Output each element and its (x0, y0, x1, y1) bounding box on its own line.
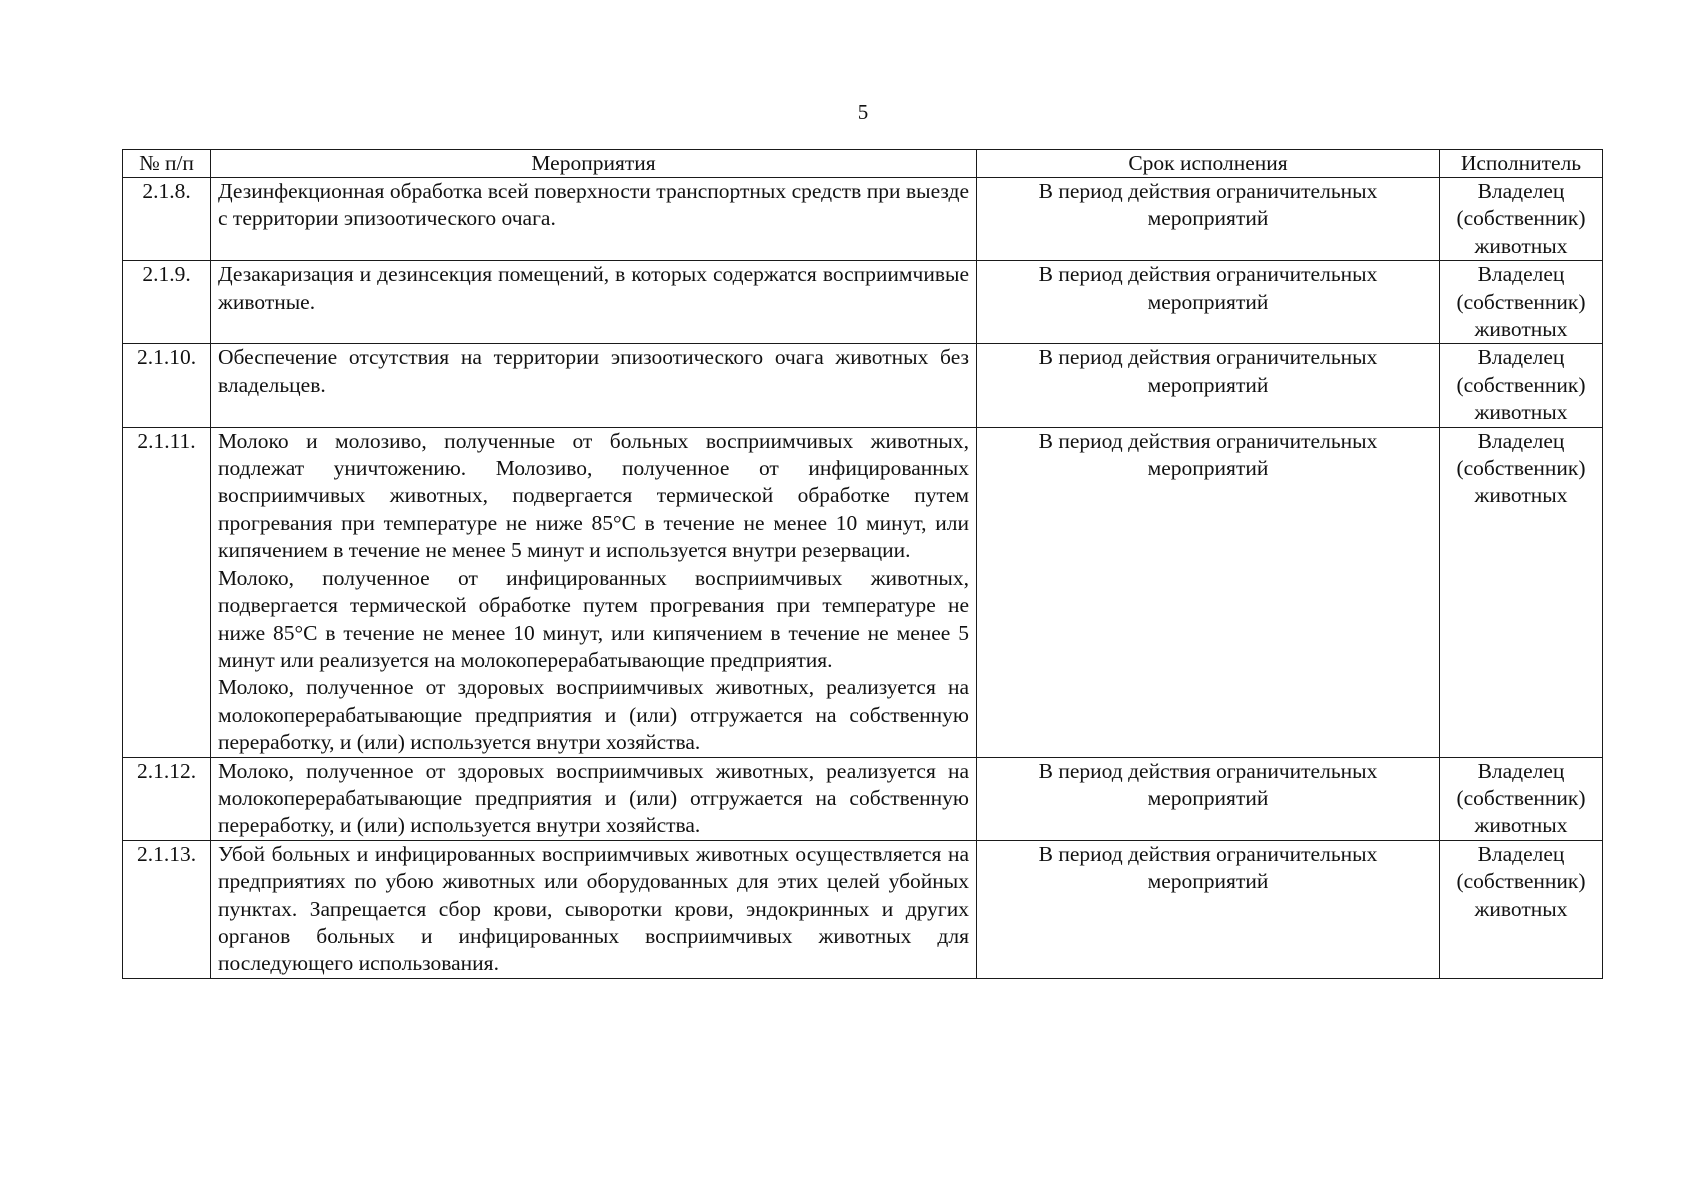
activity-paragraph: Обеспечение отсутствия на территории эпизоотического очага животных без владельцев. (218, 345, 969, 397)
table-row (123, 344, 1603, 427)
row-executor: Владелец (собственник) животных (1440, 178, 1603, 261)
table-row (123, 840, 1603, 978)
row-activity (211, 840, 977, 978)
row-term: В период действия ограничительных мероприятий (977, 261, 1440, 344)
activity-paragraph: Молоко, полученное от здоровых восприимчивых животных, реализуется на молокоперерабатывающие предприятия и (или) отгружается на собственную переработку, и (или) используется внутри хозяйства. (218, 675, 969, 755)
row-term: В период действия ограничительных мероприятий (977, 178, 1440, 261)
activity-paragraph: Убой больных и инфицированных восприимчивых животных осуществляется на предприятиях по убою животных или оборудованных для этих целей убойных пунктах. Запрещается сбор крови, сыворотки крови, эндокринных и других органов больных и инфицированных восприимчивых животных для последующего использования. (218, 841, 969, 976)
activity-paragraph: Дезакаризация и дезинсекция помещений, в которых содержатся восприимчивые животные. (218, 262, 969, 314)
activity-paragraph: Молоко, полученное от инфицированных восприимчивых животных, подвергается термической обработке путем прогревания при температуре не ниже 85°С в течение не менее 10 минут, или кипячением в течение не менее 5 минут или реализуется на молокоперерабатывающие предприятия. (218, 565, 969, 672)
row-number: 2.1.12. (123, 757, 211, 840)
row-executor: Владелец (собственник) животных (1440, 840, 1603, 978)
row-number: 2.1.11. (123, 427, 211, 757)
header-term: Срок исполнения (977, 150, 1440, 178)
row-executor: Владелец (собственник) животных (1440, 757, 1603, 840)
row-executor: Владелец (собственник) животных (1440, 344, 1603, 427)
row-activity (211, 427, 977, 757)
row-activity (211, 344, 977, 427)
row-executor: Владелец (собственник) животных (1440, 261, 1603, 344)
row-term: В период действия ограничительных мероприятий (977, 757, 1440, 840)
row-number: 2.1.8. (123, 178, 211, 261)
activity-paragraph: Молоко и молозиво, полученные от больных восприимчивых животных, подлежат уничтожению. Молозиво, полученное от инфицированных восприимчивых животных, подвергается термической обработке путем прогревания при температуре не ниже 85°С в течение не менее 10 минут, или кипячением в течение не менее 5 минут и используется внутри резервации. (218, 428, 969, 563)
row-term: В период действия ограничительных мероприятий (977, 344, 1440, 427)
activity-paragraph: Молоко, полученное от здоровых восприимчивых животных, реализуется на молокоперерабатывающие предприятия и (или) отгружается на собственную переработку, и (или) используется внутри хозяйства. (218, 758, 969, 838)
row-number: 2.1.9. (123, 261, 211, 344)
row-number: 2.1.13. (123, 840, 211, 978)
header-executor: Исполнитель (1440, 150, 1603, 178)
row-term: В период действия ограничительных мероприятий (977, 427, 1440, 757)
row-executor: Владелец (собственник) животных (1440, 427, 1603, 757)
activity-paragraph: Дезинфекционная обработка всей поверхности транспортных средств при выезде с территории эпизоотического очага. (218, 179, 969, 231)
row-term: В период действия ограничительных мероприятий (977, 840, 1440, 978)
table-header-row (123, 150, 1603, 178)
row-activity (211, 178, 977, 261)
table-row (123, 261, 1603, 344)
header-num: № п/п (123, 150, 211, 178)
measures-table (122, 149, 1603, 979)
table-row (123, 757, 1603, 840)
header-activity: Мероприятия (211, 150, 977, 178)
row-activity (211, 757, 977, 840)
table-row (123, 178, 1603, 261)
table-row (123, 427, 1603, 757)
row-number: 2.1.10. (123, 344, 211, 427)
row-activity (211, 261, 977, 344)
page-number: 5 (857, 100, 869, 124)
